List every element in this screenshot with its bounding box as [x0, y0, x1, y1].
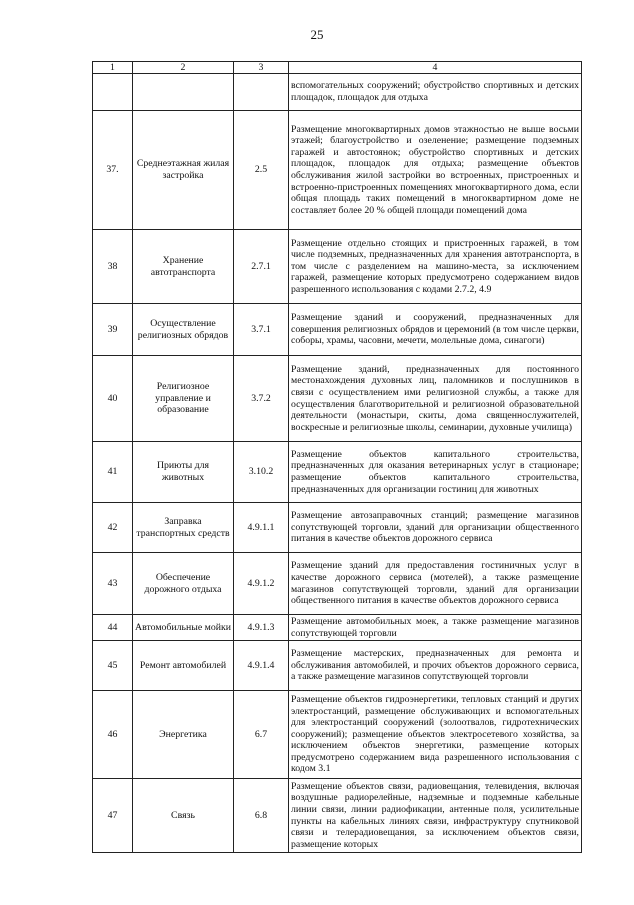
- row-number: 47: [93, 779, 133, 853]
- table-row: [93, 442, 582, 503]
- row-number: 45: [93, 641, 133, 691]
- table-row: [93, 304, 582, 356]
- row-description: Размещение многоквартирных домов этажностью не выше восьми этажей; благоустройство и озеленение; размещение подземных гаражей и автостоянок; обустройство спортивных и детских площадок, площадок для отдыха; размещение объектов обслуживания жилой застройки во встроенных, пристроенных и встроенно-пристроенных помещениях многоквартирного дома, если общая площадь таких помещений в многоквартирном доме не составляет более 20 % общей площади помещений дома: [289, 111, 582, 230]
- table-header-row: [93, 62, 582, 74]
- table-row: [93, 74, 582, 111]
- page-number: 25: [310, 27, 324, 42]
- land-use-table: [92, 61, 582, 853]
- row-number: 41: [93, 442, 133, 503]
- row-description: Размещение объектов капитального строительства, предназначенных для оказания ветеринарных услуг в стационаре; размещение объектов капитального строительства, предназначенных для организации гостиниц для животных: [289, 442, 582, 503]
- row-description: Размещение зданий и сооружений, предназначенных для совершения религиозных обрядов и церемоний (в том числе церкви, соборы, храмы, часовни, мечети, молельные дома, синагоги): [289, 304, 582, 356]
- table-row: [93, 503, 582, 553]
- row-use-code: 6.8: [234, 779, 289, 853]
- row-use-name: Заправка транспортных средств: [133, 503, 234, 553]
- table-row: [93, 111, 582, 230]
- row-description: Размещение автозаправочных станций; размещение магазинов сопутствующей торговли, зданий для организации общественного питания в качестве объектов дорожного сервиса: [289, 503, 582, 553]
- table-row: [93, 553, 582, 615]
- table-row: [93, 615, 582, 641]
- column-header-3: 3: [234, 62, 289, 74]
- row-use-name: Обеспечение дорожного отдыха: [133, 553, 234, 615]
- row-use-name: Религиозное управление и образование: [133, 356, 234, 442]
- row-use-code: 3.10.2: [234, 442, 289, 503]
- table-row: [93, 230, 582, 304]
- row-use-code: 2.7.1: [234, 230, 289, 304]
- row-use-code: 3.7.1: [234, 304, 289, 356]
- row-use-code: 4.9.1.3: [234, 615, 289, 641]
- row-description: Размещение зданий для предоставления гостиничных услуг в качестве дорожного сервиса (мотелей), а также размещение магазинов сопутствующей торговли, зданий для организации общественного питания в качестве объектов дорожного сервиса: [289, 553, 582, 615]
- row-description: Размещение автомобильных моек, а также размещение магазинов сопутствующей торговли: [289, 615, 582, 641]
- row-use-name: Автомобильные мойки: [133, 615, 234, 641]
- table-row: [93, 779, 582, 853]
- table-row: [93, 356, 582, 442]
- row-use-code: 4.9.1.1: [234, 503, 289, 553]
- row-number: 37.: [93, 111, 133, 230]
- row-use-code: 6.7: [234, 691, 289, 779]
- row-description: Размещение зданий, предназначенных для постоянного местонахождения духовных лиц, паломников и послушников в связи с осуществлением ими религиозной службы, а также для осуществления благотворительной и религиозной образовательной деятельности (монастыри, скиты, дома священнослужителей, воскресные и религиозные школы, семинарии, духовные училища): [289, 356, 582, 442]
- row-number: 39: [93, 304, 133, 356]
- row-use-name: Энергетика: [133, 691, 234, 779]
- row-description: Размещение объектов гидроэнергетики, тепловых станций и других электростанций, размещение обслуживающих и вспомогательных для электростанций сооружений (золоотвалов, гидротехнических сооружений); размещение объектов электросетевого хозяйства, за исключением объектов энергетики, размещение которых предусмотрено содержанием вида разрешенного использования с кодом 3.1: [289, 691, 582, 779]
- row-description: вспомогательных сооружений; обустройство спортивных и детских площадок, площадок для отдыха: [289, 74, 582, 111]
- column-header-4: 4: [289, 62, 582, 74]
- row-use-code: [234, 74, 289, 111]
- row-use-code: 3.7.2: [234, 356, 289, 442]
- row-use-name: Связь: [133, 779, 234, 853]
- column-header-2: 2: [133, 62, 234, 74]
- row-description: Размещение объектов связи, радиовещания, телевидения, включая воздушные радиорелейные, надземные и подземные кабельные линии связи, линии радиофикации, антенные поля, усилительные пункты на кабельных линиях связи, инфраструктуру спутниковой связи и телерадиовещания, за исключением объектов связи, размещение которых: [289, 779, 582, 853]
- column-header-1: 1: [93, 62, 133, 74]
- row-number: 40: [93, 356, 133, 442]
- row-use-name: Ремонт автомобилей: [133, 641, 234, 691]
- row-use-name: Хранение автотранспорта: [133, 230, 234, 304]
- row-use-name: [133, 74, 234, 111]
- row-number: 42: [93, 503, 133, 553]
- row-use-name: Приюты для животных: [133, 442, 234, 503]
- row-description: Размещение отдельно стоящих и пристроенных гаражей, в том числе подземных, предназначенных для хранения автотранспорта, в том числе с разделением на машино-места, за исключением гаражей, размещение которых предусмотрено содержанием видов разрешенного использования с кодами 2.7.2, 4.9: [289, 230, 582, 304]
- row-use-code: 4.9.1.4: [234, 641, 289, 691]
- row-use-name: Осуществление религиозных обрядов: [133, 304, 234, 356]
- row-number: 38: [93, 230, 133, 304]
- row-number: 46: [93, 691, 133, 779]
- row-description: Размещение мастерских, предназначенных для ремонта и обслуживания автомобилей, и прочих объектов дорожного сервиса, а также размещение магазинов сопутствующей торговли: [289, 641, 582, 691]
- table-row: [93, 691, 582, 779]
- row-use-code: 2.5: [234, 111, 289, 230]
- row-use-code: 4.9.1.2: [234, 553, 289, 615]
- row-number: [93, 74, 133, 111]
- row-number: 44: [93, 615, 133, 641]
- table-row: [93, 641, 582, 691]
- row-use-name: Среднеэтажная жилая застройка: [133, 111, 234, 230]
- row-number: 43: [93, 553, 133, 615]
